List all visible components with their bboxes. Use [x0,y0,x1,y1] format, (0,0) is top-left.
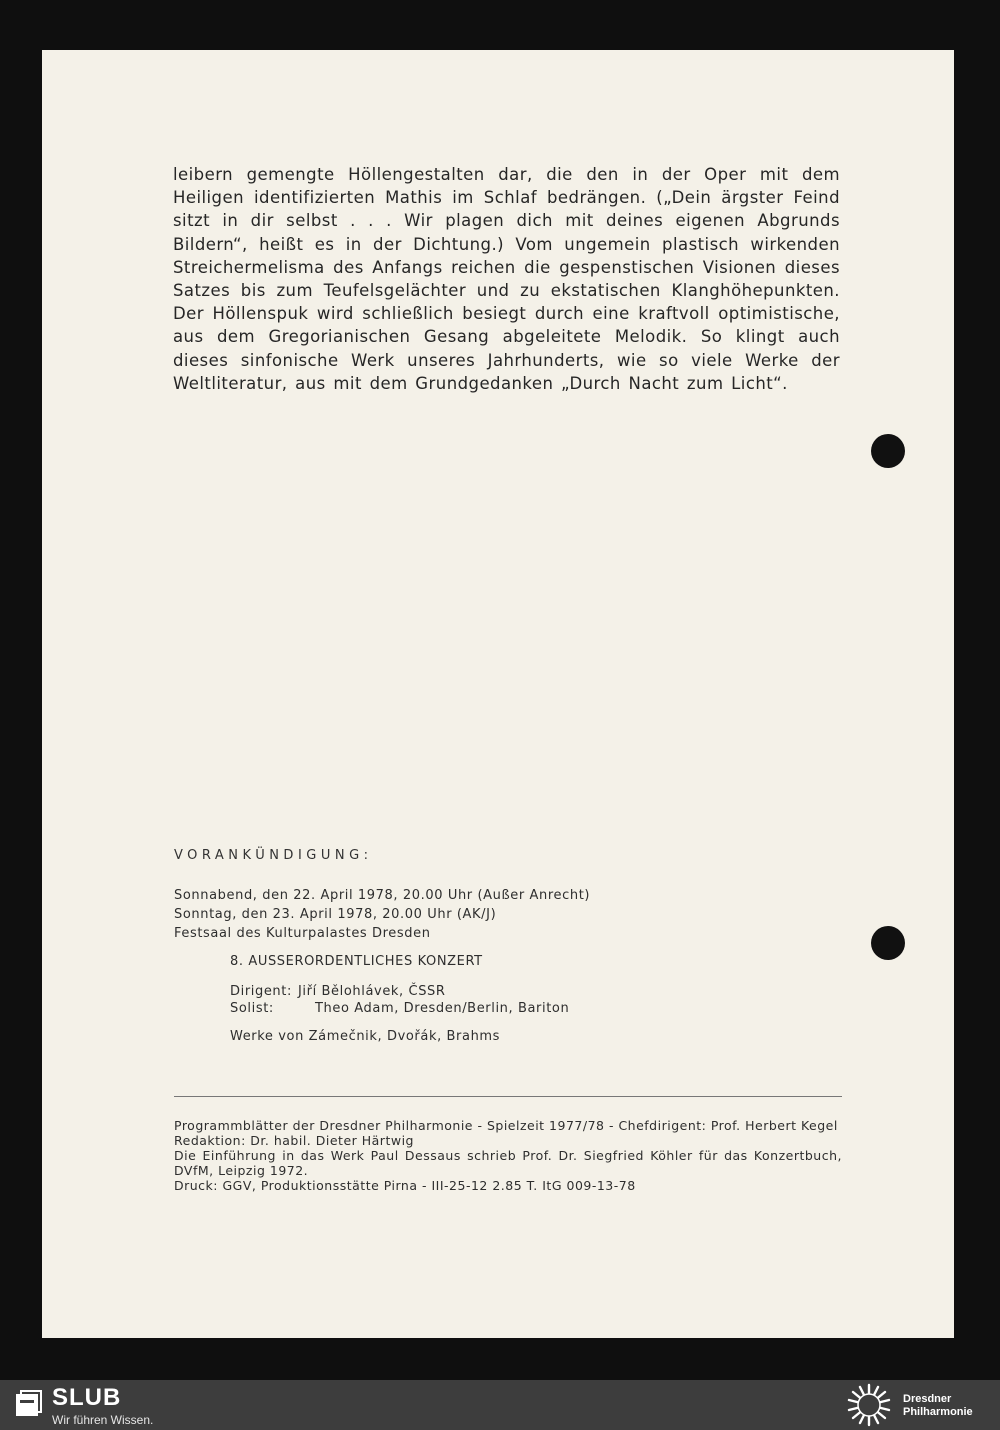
concert-title: 8. AUSSERORDENTLICHES KONZERT [230,954,483,969]
library-name[interactable]: SLUB [52,1384,122,1411]
imprint [174,1118,842,1193]
announcement-works: Werke von Zámečnik, Dvořák, Brahms [230,1029,501,1044]
conductor-value: Jiří Bělohlávek, ČSSR [298,984,446,999]
partner-name-line-2: Philharmonie [903,1406,973,1418]
partner-name[interactable] [903,1393,973,1419]
punch-hole-bottom [871,926,905,960]
soloist-label: Solist: [230,1001,274,1016]
imprint-line-4: Druck: GGV, Produktionsstätte Pirna - III-25-12 2.85 T. ItG 009-13-78 [174,1178,636,1193]
punch-hole-top [871,434,905,468]
imprint-line-1: Programmblätter der Dresdner Philharmonie - Spielzeit 1977/78 - Chefdirigent: Prof. Herbert Kegel [174,1118,838,1133]
imprint-line-2: Redaktion: Dr. habil. Dieter Härtwig [174,1133,414,1148]
announcement-date-1: Sonnabend, den 22. April 1978, 20.00 Uhr (Außer Anrecht) [174,888,591,903]
footer-divider [174,1096,842,1097]
library-tagline: Wir führen Wissen. [52,1413,154,1427]
slub-logo-icon[interactable] [12,1388,44,1420]
announcement-date-2: Sonntag, den 23. April 1978, 20.00 Uhr (AK/J) [174,907,497,922]
body-text: leibern gemengte Höllengestalten dar, die den in der Oper mit dem Heiligen identifizierten Mathis im Schlaf bedrängen. („Dein ärgster Feind sitzt in dir selbst . . . Wir plagen dich mit deines eigenen Abgrunds Bildern“, heißt es in der Dichtung.) Vom ungemein plastisch wirkenden Streichermelisma des Anfangs reichen die gespenstischen Visionen dieses Satzes bis zum Teufelsgelächter und zu ekstatischen Klanghöhepunkten. Der Höllenspuk wird schließlich besiegt durch eine kraftvoll optimistische, aus dem Gregorianischen Gesang abgeleitete Melodik. So klingt auch dieses sinfonische Werk unseres Jahrhunderts, wie so viele Werke der Weltliteratur, aus mit dem Grundgedanken „Durch Nacht zum Licht“. [173,165,840,393]
soloist-value: Theo Adam, Dresden/Berlin, Bariton [315,1001,570,1016]
announcement-heading: VORANKÜNDIGUNG: [174,848,373,863]
dresdner-philharmonie-logo-icon[interactable] [843,1383,895,1427]
document-page [42,50,954,1338]
imprint-line-3: Die Einführung in das Werk Paul Dessaus schrieb Prof. Dr. Siegfried Köhler für das Konzertbuch, DVfM, Leipzig 1972. [174,1148,842,1178]
conductor-label: Dirigent: [230,984,292,999]
bottom-bar [0,1380,1000,1430]
partner-name-line-1: Dresdner [903,1393,952,1405]
announcement-venue: Festsaal des Kulturpalastes Dresden [174,926,431,941]
